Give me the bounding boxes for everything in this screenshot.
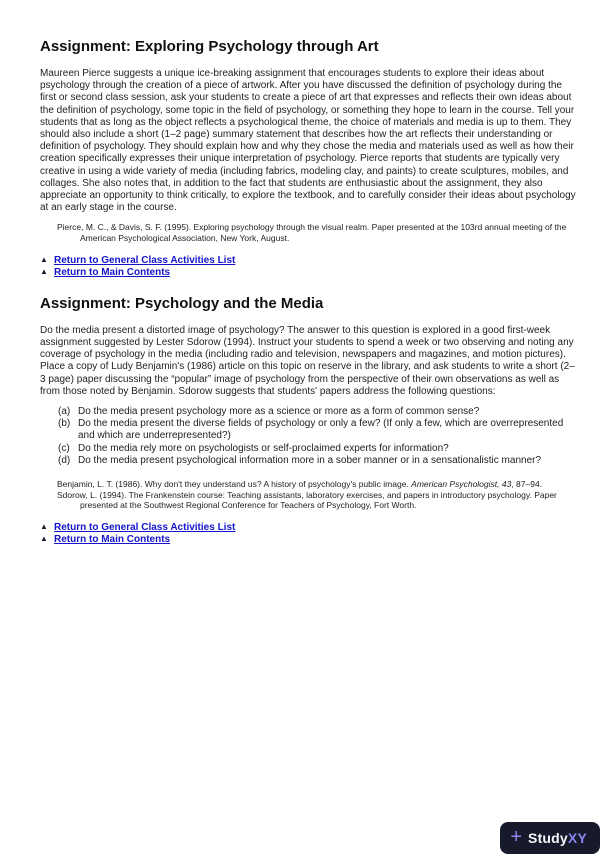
- list-item-label: (d): [58, 454, 71, 466]
- section-body-art: Maureen Pierce suggests a unique ice-breaking assignment that encourages students to explore their ideas about psychology through the creation of a piece of artwork. After you have discussed the definition of psychology during the first or second class session, ask your students to create a piece of art that expresses and reflects their own ideas about the definition of psychology, some topic in the field of psychology, or something they hope to learn in the course. Tell your students that as long as the object reflects a psychological theme, the choice of materials and media is up to them. They should also include a short (1–2 page) summary statement that describes how the art reflects their understanding or definition of psychology. They should explain how and why they chose the media and materials used as well as how their creation specifically expresses their unique interpretation of psychology. Pierce reports that students are typically very creative in using a wide variety of media (including fabrics, modeling clay, and paints) to create sculptures, mobiles, and collages. She also notes that, in addition to the fact that students are enthusiastic about the assignment, they also appreciate an opportunity to think critically, to explore the textbook, and to carefully consider their ideas about psychology at an early stage in the course.: [40, 68, 576, 214]
- list-item-text: Do the media rely more on psychologists or self-proclaimed experts for information?: [78, 442, 449, 454]
- studyxy-logo: [500, 822, 600, 854]
- up-triangle-icon: ▲: [40, 267, 48, 277]
- brand-xy-text: XY: [567, 830, 587, 846]
- section-title-media: Assignment: Psychology and the Media: [40, 294, 324, 312]
- link-return-to-main-contents[interactable]: Return to Main Contents: [54, 267, 171, 279]
- citation-sdorow: [57, 490, 578, 511]
- question-list: [40, 406, 578, 467]
- plus-icon: +: [510, 826, 523, 848]
- citation-block-media: [40, 479, 578, 511]
- list-item-text: Do the media present the diverse fields of psychology or only a few? (If only a few, which are overrepresented and which are underrepresented?): [78, 418, 564, 442]
- citation-benjamin: [57, 479, 578, 490]
- list-item: [40, 418, 578, 442]
- section-body-media: Do the media present a distorted image of psychology? The answer to this question is explored in a good first-week assignment suggested by Lester Sdorow (1994). Instruct your students to spend a week or two observing and noting any coverage of psychology in the media (including radio and television, newspapers and magazines, and motion pictures). Place a copy of Ludy Benjamin's (1986) article on this topic on reserve in the library, and ask students to write a short (2–3 page) paper discussing the “popular” image of psychology from the perspective of their own observations as well as from those noted by Benjamin. Sdorow suggests that students' papers address the following questions:: [40, 324, 575, 397]
- list-item: [40, 406, 578, 418]
- return-link-row: [40, 522, 578, 535]
- return-link-row: [40, 255, 578, 268]
- return-links-art: [40, 255, 578, 280]
- list-item-label: (a): [58, 406, 71, 418]
- up-triangle-icon: ▲: [40, 254, 48, 264]
- up-triangle-icon: ▲: [40, 521, 48, 531]
- citation-pierce: [57, 222, 578, 243]
- up-triangle-icon: ▲: [40, 534, 48, 544]
- list-item-text: Do the media present psychology more as a science or more as a form of common sense?: [78, 406, 480, 418]
- citation-text: Sdorow, L. (1994). The Frankenstein course: Teaching assistants, laboratory exercises, and papers in introductory psychology. Paper presented at the Southwest Regional Conference for Teachers of Psychology, Fort Worth.: [57, 489, 557, 511]
- section-title-art: Assignment: Exploring Psychology through Art: [40, 38, 379, 55]
- list-item-label: (b): [58, 418, 71, 430]
- citation-text: Pierce, M. C., & Davis, S. F. (1995). Exploring psychology through the visual realm. Paper presented at the 103rd annual meeting of the American Psychological Association, New York, August.: [57, 222, 567, 244]
- return-link-row: [40, 534, 578, 547]
- link-return-to-general-class-activities-list[interactable]: Return to General Class Activities List: [54, 254, 236, 266]
- studyxy-wordmark: [528, 830, 587, 846]
- link-return-to-general-class-activities-list[interactable]: Return to General Class Activities List: [54, 521, 236, 533]
- list-item-label: (c): [58, 442, 70, 454]
- citation-block-art: [40, 222, 578, 243]
- list-item: [40, 455, 578, 467]
- return-links-media: [40, 522, 578, 547]
- link-return-to-main-contents[interactable]: Return to Main Contents: [54, 534, 171, 546]
- list-item: [40, 443, 578, 455]
- list-item-text: Do the media present psychological information more in a sober manner or in a sensationalistic manner?: [78, 454, 542, 466]
- brand-study-text: Study: [528, 830, 568, 846]
- citation-text: , 87–94.: [511, 479, 543, 490]
- citation-text: Benjamin, L. T. (1986). Why don't they understand us? A history of psychology's public image.: [57, 479, 412, 490]
- return-link-row: [40, 267, 578, 280]
- citation-italic: American Psychologist, 43: [411, 479, 512, 490]
